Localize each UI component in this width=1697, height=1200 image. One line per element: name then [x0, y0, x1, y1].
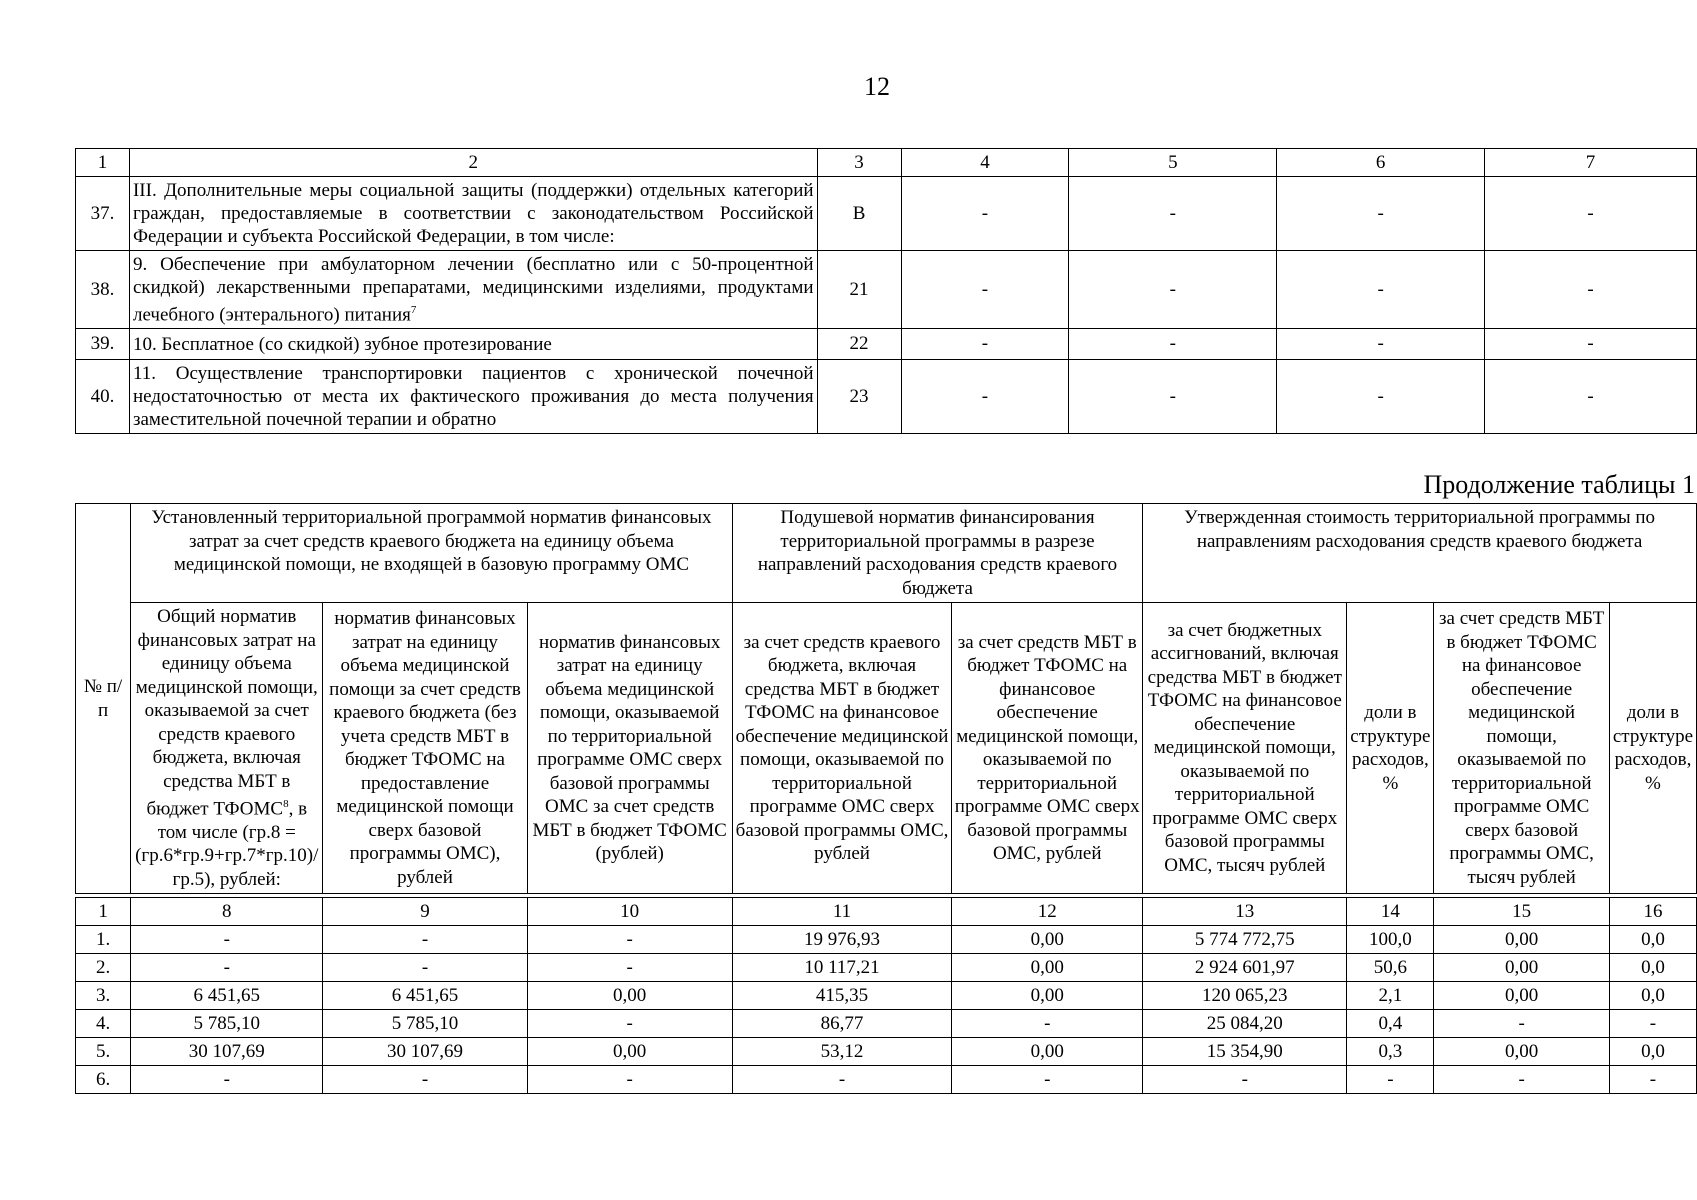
group-header-row — [76, 504, 1697, 603]
row-number: 5. — [76, 1038, 131, 1066]
cell: 0,3 — [1347, 1038, 1434, 1066]
cell: 30 107,69 — [323, 1038, 527, 1066]
cell: 0,00 — [952, 926, 1143, 954]
row-description: 10. Бесплатное (со скидкой) зубное протезирование — [129, 329, 817, 360]
header-col-9: норматив финансовых затрат на единицу объема медицинской помощи за счет средств краевого бюджета (без учета средств МБТ в бюджет ТФОМС на предоставление медицинской помощи сверх базовой программы ОМС), рублей — [323, 603, 527, 894]
row-number-header: № п/п — [76, 504, 131, 894]
table-row — [76, 360, 1697, 434]
cell: - — [1069, 360, 1277, 434]
cell: - — [1277, 329, 1485, 360]
row-code: 21 — [817, 251, 901, 329]
cell: 415,35 — [732, 982, 952, 1010]
column-number: 15 — [1434, 898, 1610, 926]
column-number: 16 — [1609, 898, 1696, 926]
table-row — [76, 251, 1697, 329]
cell: - — [1277, 177, 1485, 251]
row-description — [129, 251, 817, 329]
table-row — [76, 1038, 1697, 1066]
cell: 0,00 — [952, 1038, 1143, 1066]
cell: - — [1609, 1010, 1696, 1038]
header-col-13: за счет бюджетных ассигнований, включая средства МБТ в бюджет ТФОМС на финансовое обеспечение медицинской помощи, оказываемой по территориальной программе ОМС сверх базовой программы ОМС, тысяч рублей — [1143, 603, 1347, 894]
column-number: 2 — [129, 149, 817, 177]
cell: - — [1485, 360, 1697, 434]
cell: 0,0 — [1609, 954, 1696, 982]
group-header-norm: Установленный территориальной программой норматив финансовых затрат за счет средств краевого бюджета на единицу объема медицинской помощи, не входящей в базовую программу ОМС — [131, 504, 733, 603]
cell: - — [1434, 1010, 1610, 1038]
column-number: 14 — [1347, 898, 1434, 926]
cell: 0,00 — [1434, 982, 1610, 1010]
cell: 0,00 — [1434, 1038, 1610, 1066]
cell: - — [131, 926, 323, 954]
cell: - — [952, 1066, 1143, 1094]
header-col-14: доли в структуре расходов, % — [1347, 603, 1434, 894]
table-header-row — [76, 149, 1697, 177]
column-number: 5 — [1069, 149, 1277, 177]
row-number: 39. — [76, 329, 130, 360]
cell: - — [527, 1066, 732, 1094]
cell: 50,6 — [1347, 954, 1434, 982]
cell: - — [131, 1066, 323, 1094]
cell: 100,0 — [1347, 926, 1434, 954]
cell: - — [131, 954, 323, 982]
row-number: 2. — [76, 954, 131, 982]
column-number: 1 — [76, 898, 131, 926]
table-main — [75, 148, 1697, 434]
cell: 2 924 601,97 — [1143, 954, 1347, 982]
row-description: III. Дополнительные меры социальной защиты (поддержки) отдельных категорий граждан, предоставляемые в соответствии с законодательством Российской Федерации и субъекта Российской Федерации, в том числе: — [129, 177, 817, 251]
column-number: 12 — [952, 898, 1143, 926]
cell: 5 774 772,75 — [1143, 926, 1347, 954]
cell: 120 065,23 — [1143, 982, 1347, 1010]
row-number: 6. — [76, 1066, 131, 1094]
cell: 0,00 — [1434, 954, 1610, 982]
header-col-11: за счет средств краевого бюджета, включая средства МБТ в бюджет ТФОМС на финансовое обеспечение медицинской помощи, оказываемой по территориальной программе ОМС сверх базовой программы ОМС, рублей — [732, 603, 952, 894]
column-number: 13 — [1143, 898, 1347, 926]
cell: - — [1347, 1066, 1434, 1094]
column-number: 4 — [901, 149, 1069, 177]
cell: - — [901, 329, 1069, 360]
footnote-marker: 7 — [410, 304, 417, 316]
row-description: 11. Осуществление транспортировки пациентов с хронической почечной недостаточностью от места их фактического проживания до места получения заместительной почечной терапии и обратно — [129, 360, 817, 434]
continuation-label: Продолжение таблицы 1 — [1423, 470, 1695, 499]
cell: 0,00 — [527, 1038, 732, 1066]
sub-header-row — [76, 603, 1697, 894]
row-code: В — [817, 177, 901, 251]
cell: - — [323, 1066, 527, 1094]
table-row — [76, 329, 1697, 360]
header-col-8-text-cont: , в том числе (гр.8 = (гр.6*гр.9+гр.7*гр.10)/гр.5), рублей: — [135, 798, 319, 890]
cell: - — [901, 177, 1069, 251]
table-continuation — [75, 503, 1697, 1094]
row-number: 4. — [76, 1010, 131, 1038]
cell: 53,12 — [732, 1038, 952, 1066]
table-row — [76, 926, 1697, 954]
cell: - — [1069, 177, 1277, 251]
column-number: 9 — [323, 898, 527, 926]
cell: - — [1069, 251, 1277, 329]
cell: 2,1 — [1347, 982, 1434, 1010]
column-number: 1 — [76, 149, 130, 177]
header-col-8-text: Общий норматив финансовых затрат на единицу объема медицинской помощи, оказываемой за счет средств краевого бюджета, включая средства МБТ в бюджет ТФОМС — [135, 606, 318, 820]
cell: 30 107,69 — [131, 1038, 323, 1066]
table-row — [76, 982, 1697, 1010]
cell: - — [527, 926, 732, 954]
column-number: 6 — [1277, 149, 1485, 177]
header-col-16: доли в структуре расходов, % — [1609, 603, 1696, 894]
cell: 15 354,90 — [1143, 1038, 1347, 1066]
cell: 0,0 — [1609, 982, 1696, 1010]
group-header-cost: Утвержденная стоимость территориальной программы по направлениям расходования средств краевого бюджета — [1143, 504, 1697, 603]
cell: 0,00 — [527, 982, 732, 1010]
cell: - — [1485, 177, 1697, 251]
header-col-8 — [131, 603, 323, 894]
cell: - — [1143, 1066, 1347, 1094]
page-number: 12 — [864, 72, 890, 101]
header-col-12: за счет средств МБТ в бюджет ТФОМС на финансовое обеспечение медицинской помощи, оказываемой по территориальной программе ОМС сверх базовой программы ОМС, рублей — [952, 603, 1143, 894]
cell: 6 451,65 — [323, 982, 527, 1010]
column-number: 11 — [732, 898, 952, 926]
cell: - — [901, 251, 1069, 329]
cell: 0,4 — [1347, 1010, 1434, 1038]
cell: 5 785,10 — [131, 1010, 323, 1038]
cell: 19 976,93 — [732, 926, 952, 954]
footnote-marker: 8 — [283, 798, 289, 810]
cell: - — [1069, 329, 1277, 360]
cell: 25 084,20 — [1143, 1010, 1347, 1038]
cell: 5 785,10 — [323, 1010, 527, 1038]
data-rows — [76, 926, 1697, 1094]
column-number: 7 — [1485, 149, 1697, 177]
column-number: 3 — [817, 149, 901, 177]
cell: 0,00 — [1434, 926, 1610, 954]
row-code: 23 — [817, 360, 901, 434]
cell: - — [901, 360, 1069, 434]
cell: - — [1609, 1066, 1696, 1094]
cell: - — [732, 1066, 952, 1094]
cell: - — [1277, 360, 1485, 434]
cell: - — [1485, 251, 1697, 329]
cell: 6 451,65 — [131, 982, 323, 1010]
table-row — [76, 1010, 1697, 1038]
row-code: 22 — [817, 329, 901, 360]
row-number: 1. — [76, 926, 131, 954]
column-number: 8 — [131, 898, 323, 926]
cell: 0,00 — [952, 954, 1143, 982]
header-col-10: норматив финансовых затрат на единицу объема медицинской помощи, оказываемой по территориальной программе ОМС сверх базовой программы ОМС за счет средств МБТ в бюджет ТФОМС (рублей) — [527, 603, 732, 894]
cell: 86,77 — [732, 1010, 952, 1038]
cell: 0,0 — [1609, 1038, 1696, 1066]
table-row — [76, 954, 1697, 982]
cell: - — [527, 954, 732, 982]
table-row — [76, 1066, 1697, 1094]
cell: - — [952, 1010, 1143, 1038]
cell: - — [1277, 251, 1485, 329]
cell: - — [527, 1010, 732, 1038]
cell: 0,00 — [952, 982, 1143, 1010]
cell: - — [323, 926, 527, 954]
column-number-row — [76, 898, 1697, 926]
cell: - — [1485, 329, 1697, 360]
cell: - — [1434, 1066, 1610, 1094]
group-header-per-capita: Подушевой норматив финансирования территориальной программы в разрезе направлений расходования средств краевого бюджета — [732, 504, 1142, 603]
row-number: 40. — [76, 360, 130, 434]
table-row — [76, 177, 1697, 251]
column-number: 10 — [527, 898, 732, 926]
cell: - — [323, 954, 527, 982]
row-number: 3. — [76, 982, 131, 1010]
cell: 10 117,21 — [732, 954, 952, 982]
header-col-15: за счет средств МБТ в бюджет ТФОМС на финансовое обеспечение медицинской помощи, оказываемой по территориальной программе ОМС сверх базовой программы ОМС, тысяч рублей — [1434, 603, 1610, 894]
row-number: 38. — [76, 251, 130, 329]
row-number: 37. — [76, 177, 130, 251]
cell: 0,0 — [1609, 926, 1696, 954]
row-description-text: 9. Обеспечение при амбулаторном лечении (бесплатно или с 50-процентной скидкой) лекарственными препаратами, медицинскими изделиями, продуктами лечебного (энтерального) питания — [132, 254, 814, 326]
